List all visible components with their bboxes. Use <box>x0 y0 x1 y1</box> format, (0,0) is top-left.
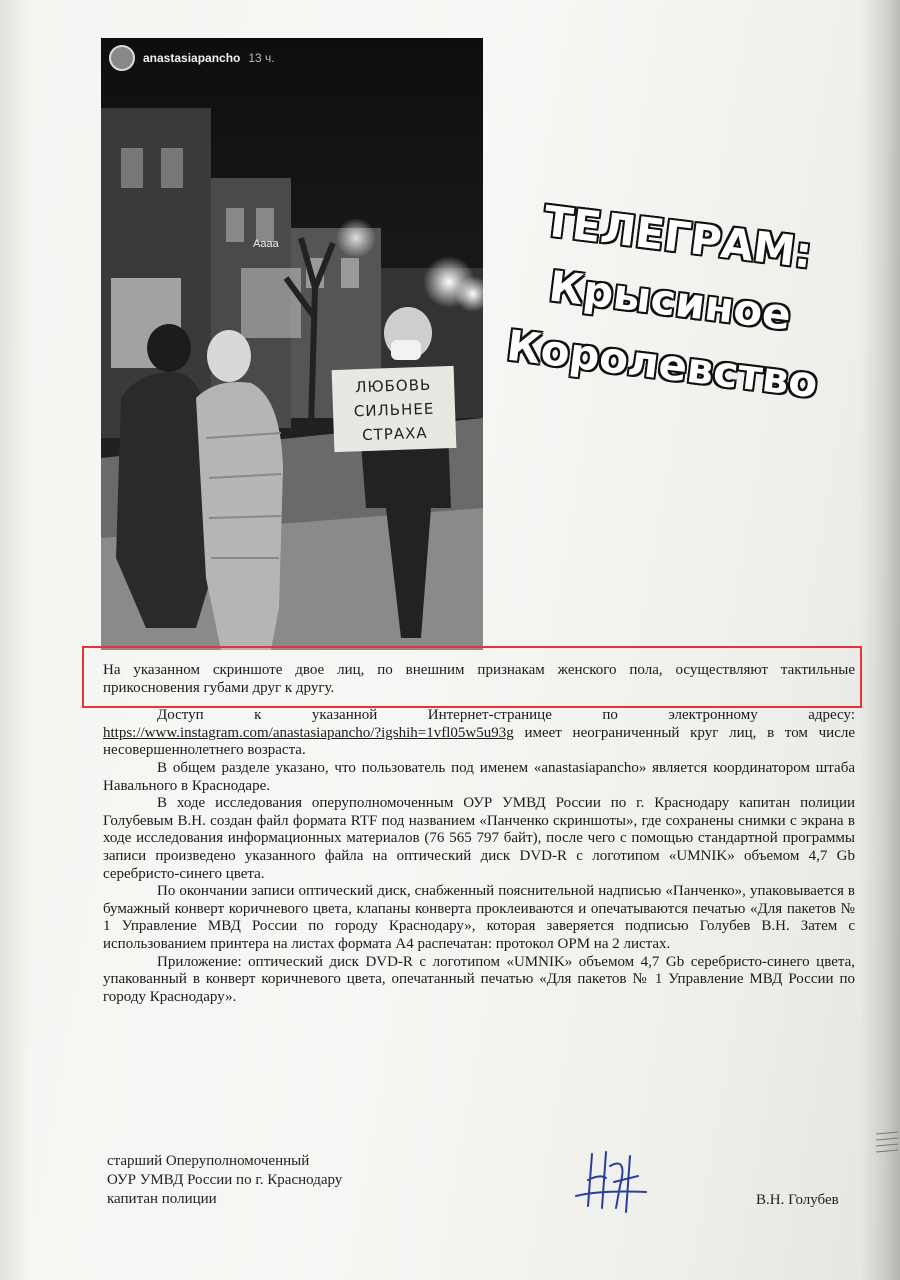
protest-sign <box>332 366 457 452</box>
position-line: ОУР УМВД России по г. Краснодару <box>107 1172 343 1188</box>
access-text-end: имеет неограниченный круг лиц, в том числе несовершеннолетнего возраста. <box>103 724 855 759</box>
page-shadow-left <box>0 0 30 1280</box>
handwritten-signature <box>570 1146 650 1216</box>
instagram-username: anastasiapancho <box>143 51 241 65</box>
street-photo <box>101 38 483 650</box>
telegram-watermark <box>495 186 846 417</box>
instagram-screenshot <box>101 38 483 650</box>
highlighted-paragraph: На указанном скриншоте двое лиц, по внешним признакам женского пола, осуществляют тактильные прикосновения губами друг к другу. <box>103 662 855 696</box>
instagram-link[interactable]: https://www.instagram.com/anastasiapancho/?igshih=1vfl05w5u93g <box>103 724 514 741</box>
underlying-page-lines <box>872 1128 900 1158</box>
avatar <box>109 45 135 71</box>
packaging-paragraph: По окончании записи оптический диск, снабженный пояснительной надписью «Панченко», упаковывается в бумажный конверт коричневого цвета, клапаны конверта проклеиваются и опечатываются печатью «Для пакетов № 1 Управление МВД России по городу Краснодару», которая заверяется подписью Голубев В.Н. Затем с использованием принтера на листах формата А4 распечатан: протокол ОРМ на 2 листах. <box>103 883 855 952</box>
instagram-story-header <box>109 44 275 72</box>
appendix-paragraph: Приложение: оптический диск DVD-R с логотипом «UMNIK» объемом 4,7 Gb серебристо-синего цвета, упакованный в конверт коричневого цвета, опечатанный печатью «Для пакетов № 1 Управление МВД России по городу Краснодару». <box>103 953 855 1005</box>
watermark-line: ТЕЛЕГРАМ: <box>541 196 815 278</box>
story-time: 13 ч. <box>248 51 275 65</box>
document-body <box>103 662 855 1006</box>
page-shadow-right <box>860 0 900 1280</box>
investigation-paragraph: В ходе исследования оперуполномоченным ОУР УМВД России по г. Краснодару капитан полиции Голубевым В.Н. создан файл формата RTF под названием «Панченко скриншоты», где сохранены снимки с экрана в ходе исследования информационных материалов (76 565 797 байт), после чего с помощью стандартной программы записи произведено указанного файла на оптический диск DVD-R с логотипом «UMNIK» объемом 4,7 Gb серебристо-синего цвета. <box>103 795 855 882</box>
position-line: капитан полиции <box>107 1191 217 1207</box>
sign-line: ЛЮБОВЬ <box>354 375 432 397</box>
watermark-line: Королевство <box>504 320 821 408</box>
profile-paragraph: В общем разделе указано, что пользователь под именем «anastasiapancho» является координатором штаба Навального в Краснодаре. <box>103 759 855 794</box>
position-line: старший Оперуполномоченный <box>107 1153 310 1169</box>
sign-line: СТРАХА <box>361 423 428 445</box>
watermark-line: Крысиное <box>546 261 794 340</box>
officer-name: В.Н. Голубев <box>756 1192 839 1208</box>
officer-position <box>107 1152 342 1209</box>
access-paragraph <box>103 707 855 760</box>
sign-line: СИЛЬНЕЕ <box>353 399 435 421</box>
access-text: Доступ к указанной Интернет-странице по электронному адресу: <box>157 707 855 724</box>
storefront-sign: Aaaa <box>253 238 279 250</box>
